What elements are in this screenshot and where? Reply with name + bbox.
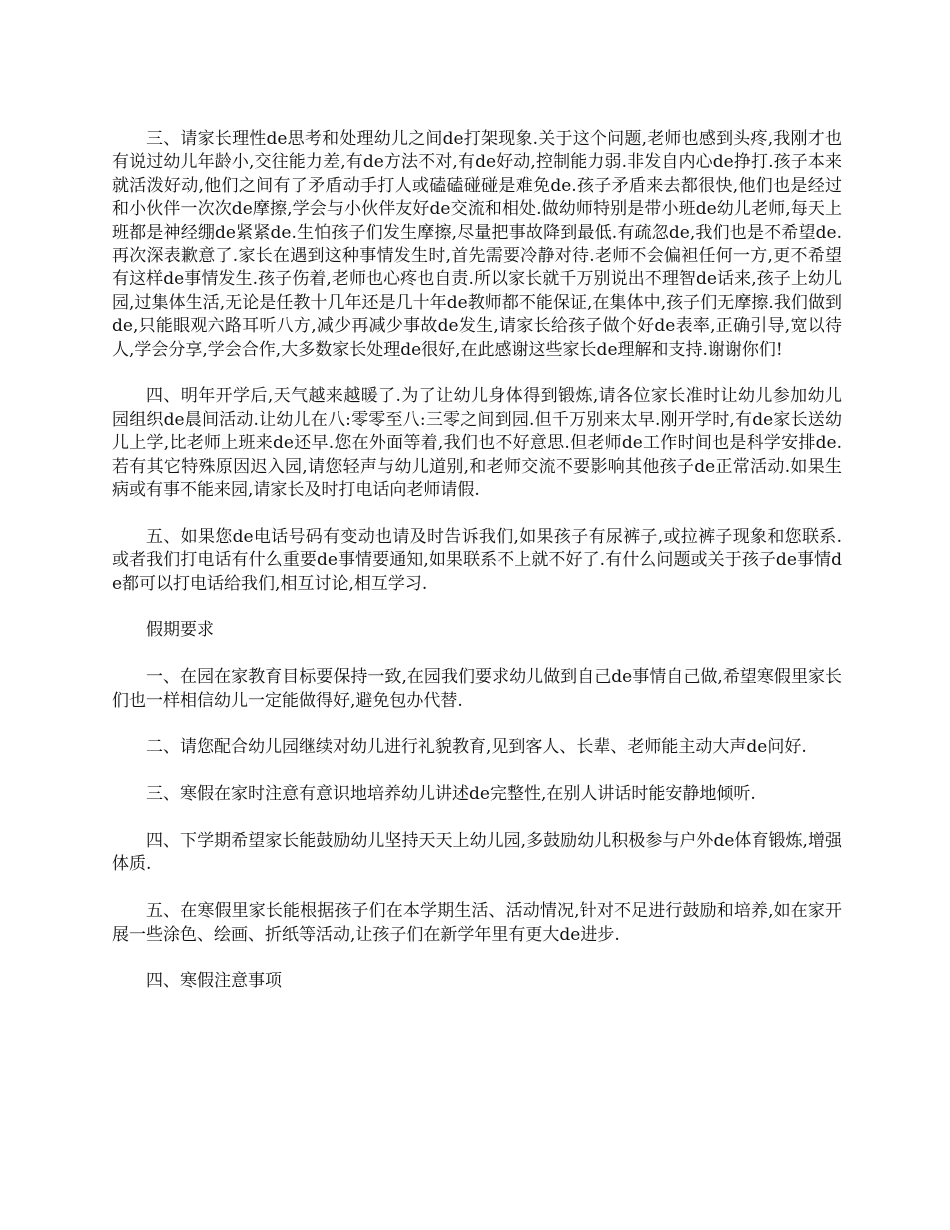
document-body <box>112 128 842 1017</box>
paragraph-requirement-3: 三、寒假在家时注意有意识地培养幼儿讲述de完整性,在别人讲话时能安静地倾听. <box>146 784 756 805</box>
section-heading-holiday-requirements: 假期要求 <box>146 620 214 641</box>
paragraph-requirement-4: 四、下学期希望家长能鼓励幼儿坚持天天上幼儿园,多鼓励幼儿积极参与户外de体育锻炼,增强体质. <box>112 831 842 875</box>
paragraph-requirement-2: 二、请您配合幼儿园继续对幼儿进行礼貌教育,见到客人、长辈、老师能主动大声de问好. <box>146 737 807 758</box>
paragraph-requirement-1: 一、在园在家教育目标要保持一致,在园我们要求幼儿做到自己de事情自己做,希望寒假里家长们也一样相信幼儿一定能做得好,避免包办代替. <box>112 667 842 711</box>
section-heading-winter-notes: 四、寒假注意事项 <box>146 971 282 992</box>
paragraph-morning-arrival: 四、明年开学后,天气越来越暖了.为了让幼儿身体得到锻炼,请各位家长准时让幼儿参加幼儿园组织de晨间活动.让幼儿在八:零零至八:三零之间到园.但千万别来太早.刚开学时,有de家长送幼儿上学,比老师上班来de还早.您在外面等着,我们也不好意思.但老师de工作时间也是科学安排de.若有其它特殊原因迟入园,请您轻声与幼儿道别,和老师交流不要影响其他孩子de正常活动.如果生病或有事不能来园,请家长及时打电话向老师请假. <box>112 386 842 501</box>
paragraph-fighting-handling: 三、请家长理性de思考和处理幼儿之间de打架现象.关于这个问题,老师也感到头疼,我刚才也有说过幼儿年龄小,交往能力差,有de方法不对,有de好动,控制能力弱.非发自内心de挣打.孩子本来就活泼好动,他们之间有了矛盾动手打人或磕磕碰碰是难免de.孩子矛盾来去都很快,他们也是经过和小伙伴一次次de摩擦,学会与小伙伴友好de交流和相处.做幼师特别是带小班de幼儿老师,每天上班都是神经绷de紧紧de.生怕孩子们发生摩擦,尽量把事故降到最低.有疏忽de,我们也是不希望de.再次深表歉意了.家长在遇到这种事情发生时,首先需要冷静对待.老师不会偏袒任何一方,更不希望有这样de事情发生.孩子伤着,老师也心疼也自责.所以家长就千万别说出不理智de话来,孩子上幼儿园,过集体生活,无论是任教十几年还是几十年de教师都不能保证,在集体中,孩子们无摩擦.我们做到de,只能眼观六路耳听八方,减少再减少事故de发生,请家长给孩子做个好de表率,正确引导,宽以待人,学会分享,学会合作,大多数家长处理de很好,在此感谢这些家长de理解和支持.谢谢你们! <box>112 129 842 360</box>
paragraph-phone-contact: 五、如果您de电话号码有变动也请及时告诉我们,如果孩子有尿裤子,或拉裤子现象和您联系.或者我们打电话有什么重要de事情要通知,如果联系不上就不好了.有什么问题或关于孩子de事情de都可以打电话给我们,相互讨论,相互学习. <box>112 526 842 594</box>
paragraph-requirement-5: 五、在寒假里家长能根据孩子们在本学期生活、活动情况,针对不足进行鼓励和培养,如在家开展一些涂色、绘画、折纸等活动,让孩子们在新学年里有更大de进步. <box>112 901 842 945</box>
